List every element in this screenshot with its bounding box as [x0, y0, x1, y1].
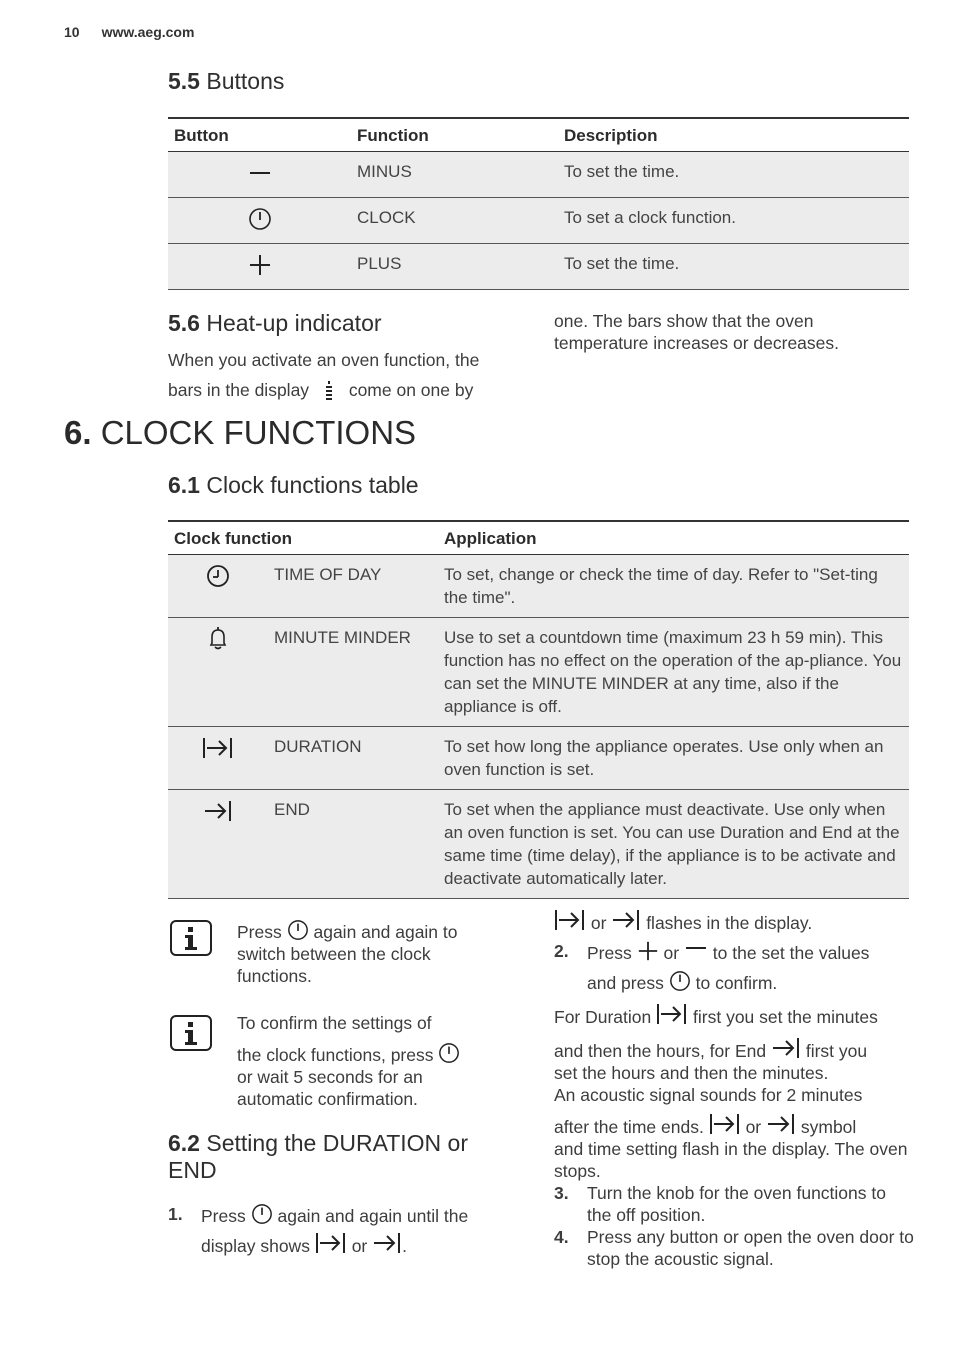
application-cell: To set when the appliance must deactivate. Use only when an oven function is set. You can use Duration and End at the same time (time delay), if the appliance is to be activate and deactivate automatically later.	[438, 790, 909, 899]
function-cell: END	[268, 790, 438, 899]
icon-cell	[168, 618, 268, 727]
info-note-1	[237, 919, 497, 987]
heat-bars-icon	[320, 379, 338, 403]
table-row	[168, 790, 909, 899]
info-text: or wait 5 seconds for an automatic confirmation.	[237, 1067, 423, 1109]
paragraph-line	[168, 379, 528, 401]
function-cell: CLOCK	[351, 198, 558, 244]
step-number: 2.	[554, 941, 569, 961]
table-row	[168, 244, 909, 290]
step-number: 4.	[554, 1227, 569, 1247]
steps-list	[554, 940, 914, 994]
section-title: Heat-up indicator	[206, 310, 382, 336]
info-icon	[170, 1015, 212, 1051]
info-text: To confirm the settings of	[237, 1013, 432, 1033]
text-fragment: and then the hours, for End	[554, 1041, 767, 1061]
paragraph-line: set the hours and then the minutes.	[554, 1063, 829, 1083]
text-fragment: or	[590, 913, 607, 933]
time-of-day-icon	[206, 564, 230, 588]
end-icon	[203, 799, 233, 823]
paragraph-line	[554, 1112, 914, 1138]
section-5-5-heading	[168, 68, 284, 95]
paragraph-line	[554, 908, 914, 934]
paragraph-line	[554, 1002, 914, 1028]
application-cell: To set how long the appliance operates. Use only when an oven function is set.	[438, 727, 909, 790]
chapter-heading	[64, 414, 416, 452]
icon-cell	[168, 790, 268, 899]
clock-functions-table	[168, 520, 909, 899]
chapter-title: CLOCK FUNCTIONS	[100, 414, 417, 451]
plus-icon	[637, 940, 659, 962]
table-row	[168, 555, 909, 618]
paragraph-line	[554, 1036, 914, 1062]
table-row	[168, 727, 909, 790]
section-title: Clock functions table	[206, 472, 419, 498]
clock-icon	[438, 1042, 460, 1064]
function-cell: DURATION	[268, 727, 438, 790]
description-cell: To set the time.	[558, 152, 909, 198]
paragraph-line: When you activate an oven function, the	[168, 350, 480, 370]
end-icon	[611, 908, 641, 932]
section-6-1-heading	[168, 472, 419, 499]
application-cell: Use to set a countdown time (maximum 23 h 59 min). This function has no effect on the operation of the ap-pliance. You can set the MINUTE MINDER at any time, also if the appliance is off.	[438, 618, 909, 727]
clock-icon	[251, 1203, 273, 1225]
function-cell: TIME OF DAY	[268, 555, 438, 618]
step-text: Press any button or open the oven door to stop the acoustic signal.	[587, 1227, 914, 1269]
text-fragment: flashes in the display.	[646, 913, 813, 933]
text-fragment: again and again until the	[277, 1206, 469, 1226]
text-fragment: bars in the display	[168, 380, 310, 400]
clock-icon	[248, 207, 272, 231]
step-text: Turn the knob for the oven functions to the off position.	[587, 1183, 886, 1225]
text-fragment: to confirm.	[695, 973, 778, 993]
end-icon	[771, 1036, 801, 1060]
column-header: Clock function	[168, 521, 438, 555]
paragraph: one. The bars show that the oven temperature increases or decreases.	[554, 311, 839, 353]
step-item	[554, 1182, 914, 1226]
duration-icon	[554, 908, 586, 932]
step-item	[554, 1226, 914, 1270]
description-cell: To set a clock function.	[558, 198, 909, 244]
table-row	[168, 152, 909, 198]
text-fragment: display shows	[201, 1236, 310, 1256]
steps-list	[168, 1203, 518, 1257]
column-header: Function	[351, 118, 558, 152]
page-number: 10	[64, 24, 80, 40]
function-cell: PLUS	[351, 244, 558, 290]
website: www.aeg.com	[101, 24, 195, 40]
duration-icon	[709, 1112, 741, 1136]
text-fragment: to the set the values	[712, 943, 870, 963]
icon-cell	[168, 727, 268, 790]
section-number: 5.6	[168, 310, 200, 336]
description-cell: To set the time.	[558, 244, 909, 290]
step-item	[168, 1203, 518, 1257]
steps-list	[554, 1182, 914, 1270]
section-title: Buttons	[206, 68, 285, 94]
text-fragment: symbol	[800, 1117, 857, 1137]
icon-cell	[168, 555, 268, 618]
function-cell: MINUTE MINDER	[268, 618, 438, 727]
icon-cell	[168, 198, 351, 244]
table-row	[168, 618, 909, 727]
end-icon	[766, 1112, 796, 1136]
text-fragment: For Duration	[554, 1007, 652, 1027]
step-item	[554, 940, 914, 994]
section-6-2-heading	[168, 1130, 518, 1184]
icon-cell	[168, 244, 351, 290]
section-title: Setting the DURATION or END	[168, 1130, 468, 1183]
end-icon	[372, 1231, 402, 1255]
minus-icon	[248, 163, 272, 183]
info-icon	[170, 920, 212, 956]
icon-cell	[168, 152, 351, 198]
text-fragment: Press	[587, 943, 632, 963]
text-fragment: or	[745, 1117, 762, 1137]
step-number: 3.	[554, 1183, 569, 1203]
heat-up-text-right	[554, 310, 904, 354]
text-fragment: and press	[587, 973, 664, 993]
minus-icon	[684, 942, 708, 962]
column-header: Description	[558, 118, 909, 152]
function-cell: MINUS	[351, 152, 558, 198]
steps-right	[554, 908, 914, 1270]
text-fragment: or	[351, 1236, 368, 1256]
text-fragment: first you set the minutes	[693, 1007, 878, 1027]
section-number: 5.5	[168, 68, 200, 94]
text-fragment: .	[402, 1236, 408, 1256]
info-text	[237, 1042, 497, 1066]
duration-icon	[315, 1231, 347, 1255]
section-number: 6.1	[168, 472, 200, 498]
section-5-6-heading	[168, 310, 382, 337]
duration-icon	[202, 736, 234, 760]
plus-icon	[248, 253, 272, 277]
text-fragment: Press	[237, 922, 282, 942]
table-row	[168, 198, 909, 244]
step-number: 1.	[168, 1204, 183, 1224]
column-header: Application	[438, 521, 909, 555]
application-cell: To set, change or check the time of day. Refer to "Set-ting the time".	[438, 555, 909, 618]
text-fragment: or	[663, 943, 680, 963]
steps-left	[168, 1203, 518, 1257]
text-fragment: Press	[201, 1206, 246, 1226]
clock-icon	[287, 919, 309, 941]
text-fragment: again and again to switch between the clock functions.	[237, 922, 458, 986]
bell-icon	[206, 626, 230, 652]
paragraph-line: An acoustic signal sounds for 2 minutes	[554, 1085, 863, 1105]
text-fragment: after the time ends.	[554, 1117, 704, 1137]
clock-icon	[669, 970, 691, 992]
section-number: 6.2	[168, 1130, 200, 1156]
page-header	[64, 24, 216, 40]
info-note-2	[237, 1012, 497, 1110]
text-fragment: first you	[805, 1041, 868, 1061]
paragraph-line: and time setting flash in the display. The oven stops.	[554, 1139, 908, 1181]
heat-up-text-left	[168, 349, 528, 401]
info-text	[237, 919, 497, 987]
text-fragment: come on one by	[348, 380, 474, 400]
chapter-number: 6.	[64, 414, 92, 451]
duration-icon	[656, 1002, 688, 1026]
text-fragment: the clock functions, press	[237, 1045, 434, 1065]
column-header: Button	[168, 118, 351, 152]
buttons-table	[168, 117, 909, 290]
